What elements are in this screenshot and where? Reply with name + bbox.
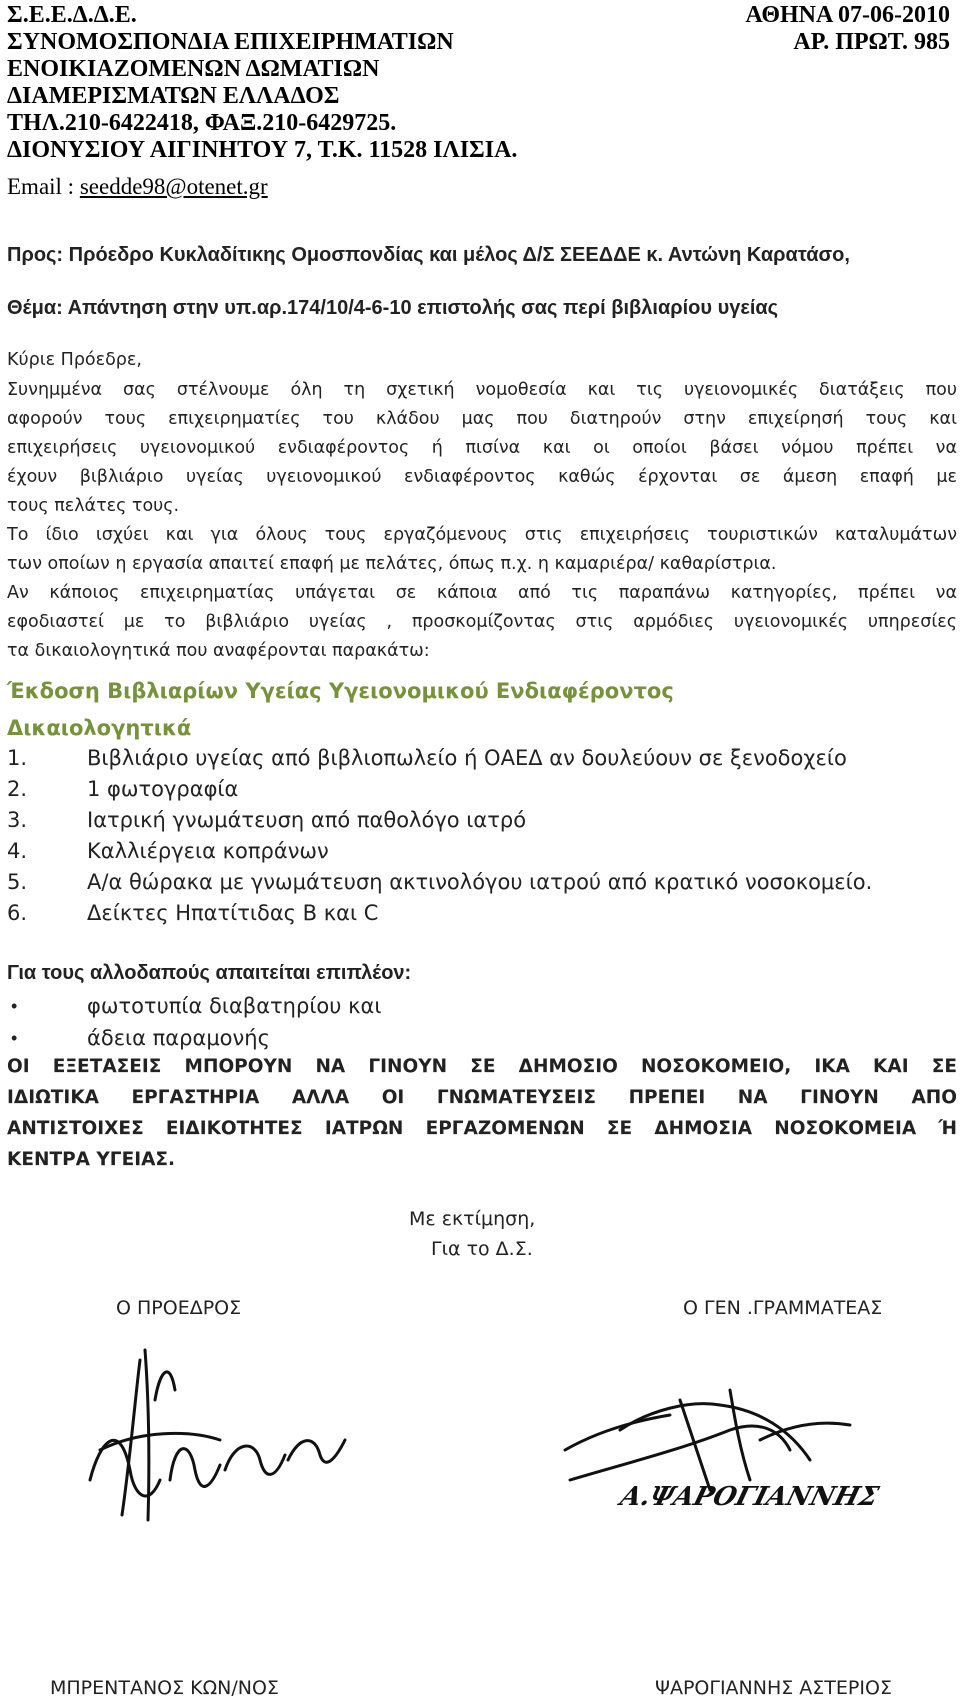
- president-name: ΜΠΡΕΝΤΑΝΟΣ ΚΩΝ/ΝΟΣ: [50, 1677, 279, 1699]
- list-item: Δείκτες Ηπατίτιδας Β και C: [87, 901, 379, 925]
- email-label: Email :: [7, 174, 80, 199]
- recipient-line: Προς: Πρόεδρο Κυκλαδίτικης Ομοσπονδίας και μέλος Δ/Σ ΣΕΕΔΔΕ κ. Αντώνη Καρατάσο,: [7, 244, 850, 266]
- bullet-item: άδεια παραμονής: [87, 1026, 270, 1050]
- list-item: 1 φωτογραφία: [87, 777, 239, 801]
- caps-line: ΙΔΙΩΤΙΚΑ ΕΡΓΑΣΤΗΡΙΑ ΑΛΛΑ ΟΙ ΓΝΩΜΑΤΕΥΣΕΙΣ ΠΡΕΠΕΙ ΝΑ ΓΙΝΟΥΝ ΑΠΟ: [7, 1087, 957, 1108]
- list-number: 5.: [7, 870, 28, 894]
- closing-regards: Με εκτίμηση,: [409, 1208, 536, 1230]
- org-phone-fax: ΤΗΛ.210-6422418, ΦΑΞ.210-6429725.: [7, 110, 397, 136]
- bullet-item: φωτοτυπία διαβατηρίου και: [87, 994, 382, 1018]
- paragraph-line: εφοδιαστεί με το βιβλιάριο υγείας , προσκομίζοντας στις αρμόδιες υγειονομικές υπηρεσίες: [7, 612, 957, 632]
- docs-title: Δικαιολογητικά: [7, 716, 192, 740]
- org-name-line-1: ΣΥΝΟΜΟΣΠΟΝΔΙΑ ΕΠΙΧΕΙΡΗΜΑΤΙΩΝ: [7, 29, 454, 55]
- secretary-name: ΨΑΡΟΓΙΑΝΝΗΣ ΑΣΤΕΡΙΟΣ: [655, 1677, 892, 1699]
- org-acronym: Σ.Ε.Ε.Δ.Δ.Ε.: [7, 2, 137, 28]
- list-item: Α/α θώρακα με γνωμάτευση ακτινολόγου ιατρού από κρατικό νοσοκομείο.: [87, 870, 873, 894]
- org-email: [7, 174, 268, 200]
- secretary-signature: [560, 1370, 950, 1520]
- bullet-icon: •: [11, 996, 18, 1016]
- closing-board: Για το Δ.Σ.: [431, 1238, 533, 1260]
- paragraph-line: των οποίων η εργασία απαιτεί επαφή με πελάτες, όπως π.χ. η καμαριέρα/ καθαρίστρια.: [7, 554, 777, 574]
- org-name-line-3: ΔΙΑΜΕΡΙΣΜΑΤΩΝ ΕΛΛΑΔΟΣ: [7, 83, 340, 109]
- protocol-number: ΑΡ. ΠΡΩΤ. 985: [793, 29, 950, 55]
- list-number: 2.: [7, 777, 28, 801]
- paragraph-line: Συνημμένα σας στέλνουμε όλη τη σχετική νομοθεσία και τις υγειονομικές διατάξεις που: [7, 380, 957, 400]
- org-address: ΔΙΟΝΥΣΙΟΥ ΑΙΓΙΝΗΤΟΥ 7, Τ.Κ. 11528 ΙΛΙΣΙΑ.: [7, 137, 518, 163]
- paragraph-line: τα δικαιολογητικά που αναφέρονται παρακάτω:: [7, 641, 430, 661]
- paragraph-line: αφορούν τους επιχειρηματίες του κλάδου μας που διατηρούν στην επιχείρησή τους και: [7, 409, 957, 429]
- email-link[interactable]: seedde98@otenet.gr: [79, 174, 268, 199]
- org-name-line-2: ΕΝΟΙΚΙΑΖΟΜΕΝΩΝ ΔΩΜΑΤΙΩΝ: [7, 56, 380, 82]
- subject-line: Θέμα: Απάντηση στην υπ.αρ.174/10/4-6-10 επιστολής σας περί βιβλιαρίου υγείας: [7, 297, 779, 319]
- list-number: 3.: [7, 808, 28, 832]
- list-number: 6.: [7, 901, 28, 925]
- president-signature-text: [150, 1445, 157, 1446]
- salutation: Κύριε Πρόεδρε,: [7, 350, 142, 370]
- list-number: 1.: [7, 746, 28, 770]
- caps-line: ΑΝΤΙΣΤΟΙΧΕΣ ΕΙΔΙΚΟΤΗΤΕΣ ΙΑΤΡΩΝ ΕΡΓΑΖΟΜΕΝΩΝ ΣΕ ΔΗΜΟΣΙΑ ΝΟΣΟΚΟΜΕΙΑ Ή: [7, 1118, 957, 1139]
- caps-line: ΟΙ ΕΞΕΤΑΣΕΙΣ ΜΠΟΡΟΥΝ ΝΑ ΓΙΝΟΥΝ ΣΕ ΔΗΜΟΣΙΟ ΝΟΣΟΚΟΜΕΙΟ, ΙΚΑ ΚΑΙ ΣΕ: [7, 1056, 957, 1077]
- section-title: Έκδοση Βιβλιαρίων Υγείας Υγειονομικού Ενδιαφέροντος: [7, 679, 674, 703]
- foreigners-title: Για τους αλλοδαπούς απαιτείται επιπλέον:: [7, 962, 412, 984]
- paragraph-line: επιχειρήσεις υγειονομικού ενδιαφέροντος ή πισίνα και οι οποίοι βάσει νόμου πρέπει να: [7, 438, 957, 458]
- secretary-title: Ο ΓΕΝ .ΓΡΑΜΜΑΤΕΑΣ: [683, 1297, 883, 1319]
- president-title: Ο ΠΡΟΕΔΡΟΣ: [116, 1297, 242, 1319]
- paragraph-line: Το ίδιο ισχύει και για όλους τους εργαζόμενους στις επιχειρήσεις τουριστικών καταλυμάτων: [7, 525, 957, 545]
- paragraph-line: Αν κάποιος επιχειρηματίας υπάγεται σε κάποια από τις παραπάνω κατηγορίες, πρέπει να: [7, 583, 957, 603]
- paragraph-line: τους πελάτες τους.: [7, 496, 180, 516]
- bullet-icon: •: [11, 1028, 18, 1048]
- secretary-signature-text: Α.ΨΑΡΟΓΙΑΝΝΗΣ: [616, 1481, 882, 1512]
- letter-date: ΑΘΗΝΑ 07-06-2010: [745, 2, 950, 28]
- list-item: Ιατρική γνωμάτευση από παθολόγο ιατρό: [87, 808, 527, 832]
- list-number: 4.: [7, 839, 28, 863]
- paragraph-line: έχουν βιβλιάριο υγείας υγειονομικού ενδιαφέροντος καθώς έρχονται σε άμεση επαφή με: [7, 467, 957, 487]
- list-item: Βιβλιάριο υγείας από βιβλιοπωλείο ή ΟΑΕΔ αν δουλεύουν σε ξενοδοχείο: [87, 746, 847, 770]
- caps-line: ΚΕΝΤΡΑ ΥΓΕΙΑΣ.: [7, 1149, 176, 1170]
- list-item: Καλλιέργεια κοπράνων: [87, 839, 329, 863]
- president-signature: [60, 1330, 360, 1530]
